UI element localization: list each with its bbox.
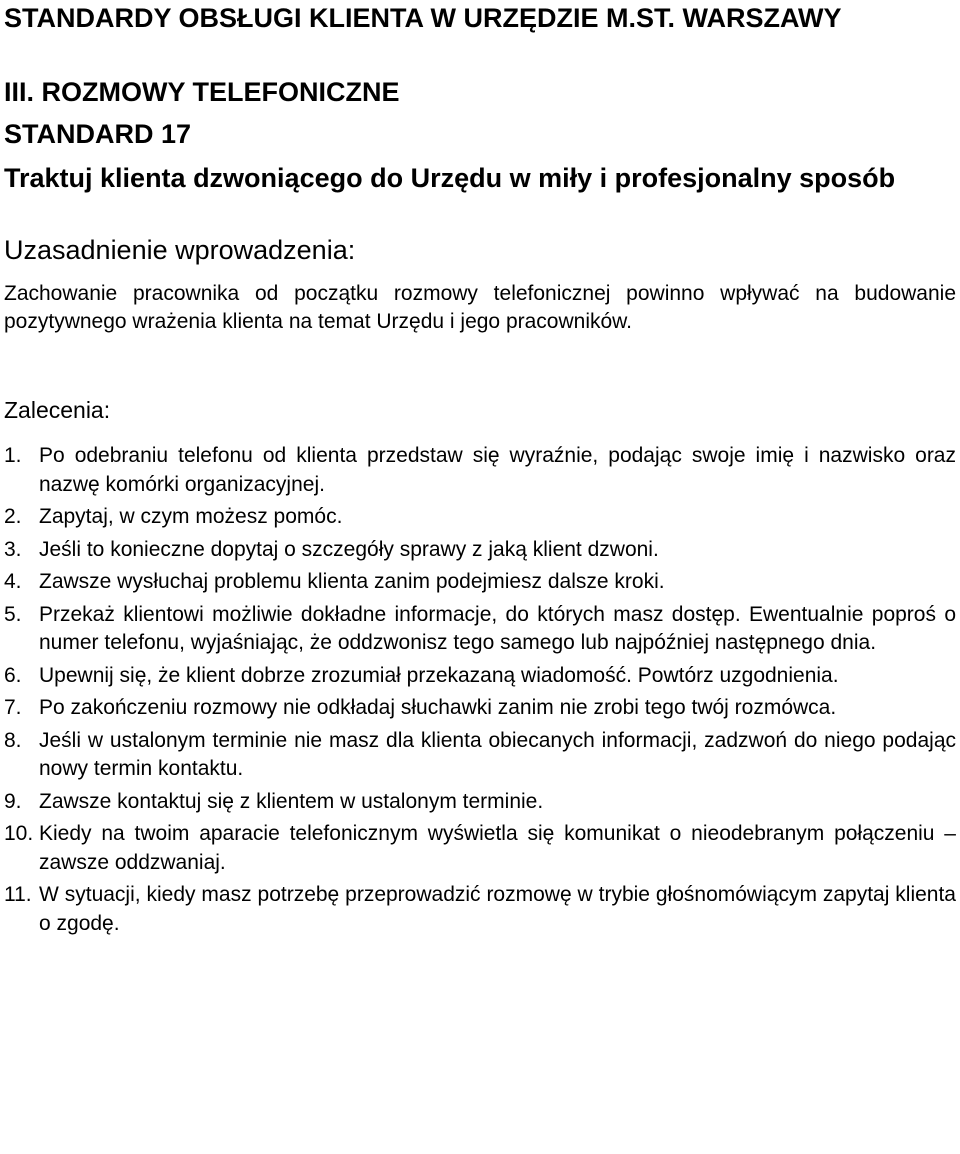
item-text: W sytuacji, kiedy masz potrzebę przeprowadzić rozmowę w trybie głośnomówiącym zapytaj klienta o zgodę. [39, 883, 956, 935]
item-number: 11. [4, 883, 32, 906]
item-text: Zawsze wysłuchaj problemu klienta zanim podejmiesz dalsze kroki. [39, 570, 665, 593]
item-number: 4. [4, 570, 22, 593]
item-text: Przekaż klientowi możliwie dokładne informacje, do których masz dostęp. Ewentualnie poproś o numer telefonu, wyjaśniając, że oddzwonisz tego samego lub najpóźniej następnego dnia. [39, 602, 956, 654]
item-number: 10. [4, 822, 34, 845]
item-number: 2. [4, 505, 22, 528]
item-number: 8. [4, 728, 22, 752]
item-text: Po zakończeniu rozmowy nie odkładaj słuchawki zanim nie zrobi tego twój rozmówca. [39, 696, 837, 719]
list-item [4, 788, 956, 817]
item-number: 5. [4, 602, 22, 626]
list-item [4, 568, 956, 597]
standard-title: Traktuj klienta dzwoniącego do Urzędu w miły i profesjonalny sposób [4, 163, 896, 193]
recommendations-heading: Zalecenia: [4, 397, 111, 423]
rationale-text: Zachowanie pracownika od początku rozmowy telefonicznej powinno wpływać na budowanie pozytywnego wrażenia klienta na temat Urzędu i jego pracowników. [4, 282, 956, 333]
recommendations-list [4, 442, 956, 938]
list-item [4, 727, 956, 784]
rationale-heading: Uzasadnienie wprowadzenia: [4, 235, 356, 265]
item-text: Jeśli to konieczne dopytaj o szczegóły sprawy z jaką klient dzwoni. [39, 537, 659, 561]
item-text: Upewnij się, że klient dobrze zrozumiał przekazaną wiadomość. Powtórz uzgodnienia. [39, 663, 839, 687]
item-number: 1. [4, 444, 22, 467]
item-number: 9. [4, 789, 22, 813]
list-item [4, 881, 956, 938]
list-item [4, 503, 956, 532]
item-text: Zapytaj, w czym możesz pomóc. [39, 505, 343, 528]
item-number: 7. [4, 696, 22, 719]
item-number: 3. [4, 537, 22, 561]
list-item [4, 662, 956, 691]
standard-label: STANDARD 17 [4, 119, 192, 149]
section-title: III. ROZMOWY TELEFONICZNE [4, 77, 400, 107]
list-item [4, 820, 956, 877]
document-header: STANDARDY OBSŁUGI KLIENTA W URZĘDZIE M.ST. WARSZAWY [4, 3, 842, 33]
list-item [4, 694, 956, 723]
list-item [4, 442, 956, 499]
document-page [4, 0, 956, 942]
item-text: Jeśli w ustalonym terminie nie masz dla klienta obiecanych informacji, zadzwoń do niego podając nowy termin kontaktu. [39, 728, 956, 780]
item-text: Kiedy na twoim aparacie telefonicznym wyświetla się komunikat o nieodebranym połączeniu – zawsze oddzwaniaj. [39, 822, 956, 874]
list-item [4, 601, 956, 658]
item-text: Po odebraniu telefonu od klienta przedstaw się wyraźnie, podając swoje imię i nazwisko oraz nazwę komórki organizacyjnej. [39, 444, 956, 496]
item-number: 6. [4, 663, 22, 687]
list-item [4, 536, 956, 565]
item-text: Zawsze kontaktuj się z klientem w ustalonym terminie. [39, 789, 544, 813]
